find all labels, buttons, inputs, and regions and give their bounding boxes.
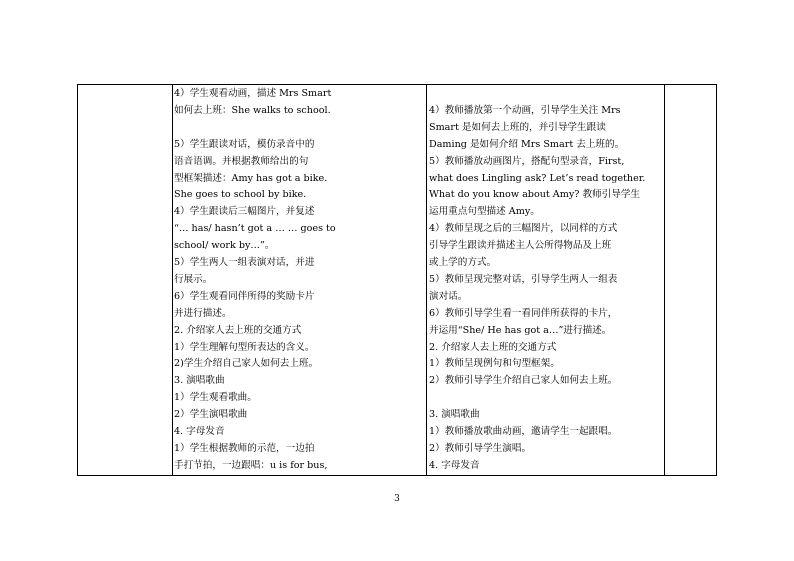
text-line: 运用重点句型描述 Amy。 (429, 206, 540, 218)
text-line: 5）学生两人一组表演对话，并进 (174, 257, 315, 268)
text-line: 3. 演唱歌曲 (429, 409, 480, 421)
text-line: 如何去上班：She walks to school. (174, 104, 331, 116)
text-line: 引导学生跟读并描述主人公所得物品及上班 (429, 240, 612, 252)
column-divider (426, 85, 427, 475)
text-line: 3. 演唱歌曲 (174, 375, 225, 387)
lesson-plan-table (77, 84, 717, 476)
text-line: 5）学生跟读对话，模仿录音中的 (174, 138, 315, 150)
text-line: 4）学生跟读后三幅图片，并复述 (174, 206, 315, 218)
text-line: 2. 介绍家人去上班的交通方式 (429, 341, 557, 353)
text-line: 5）教师呈现完整对话，引导学生两人一组表 (429, 273, 618, 285)
text-line: 演对话。 (429, 290, 468, 302)
text-line: 语音语调。并根据教师给出的句 (174, 155, 309, 167)
text-line: 1）学生理解句型所表达的含义。 (174, 341, 315, 353)
text-line: She goes to school by bike. (174, 189, 307, 201)
text-line: 2)学生介绍自己家人如何去上班。 (174, 358, 319, 370)
text-line: 6）学生观看同伴所得的奖励卡片 (174, 290, 315, 302)
text-line: 4）教师呈现之后的三幅图片，以同样的方式 (429, 223, 618, 235)
column-divider (172, 85, 173, 475)
text-line: 1）学生观看歌曲。 (174, 392, 257, 404)
text-line: 1）教师呈现例句和句型框架。 (429, 358, 560, 370)
text-line: 4. 字母发音 (174, 426, 225, 437)
text-line: 或上学的方式。 (429, 257, 497, 268)
text-line: 型框架描述：Amy has got a bike. (174, 172, 328, 184)
cell-empty-right (665, 85, 717, 475)
text-line: 4. 字母发音 (429, 459, 480, 471)
cell-teacher-activities (429, 85, 661, 475)
text-line: 5）教师播放动画图片，搭配句型录音，First, (429, 155, 625, 167)
cell-student-activities (174, 85, 424, 475)
text-line: 2）教师引导学生介绍自己家人如何去上班。 (429, 375, 618, 387)
text-line: 2. 介绍家人去上班的交通方式 (174, 324, 302, 336)
text-line: 并运用“She/ He has got a…”进行描述。 (429, 324, 612, 336)
text-line: 2）教师引导学生演唱。 (429, 442, 532, 454)
text-line: school/ work by…”。 (174, 240, 275, 252)
page-number: 3 (394, 494, 400, 504)
text-line: 1）教师播放歌曲动画，邀请学生一起跟唱。 (429, 426, 618, 437)
text-line: 2）学生演唱歌曲 (174, 409, 248, 421)
text-line: What do you know about Amy? 教师引导学生 (429, 189, 641, 201)
text-line: “… has/ hasn’t got a … … goes to (174, 223, 336, 235)
text-line: 并进行描述。 (174, 307, 232, 319)
text-line: Daming 是如何介绍 Mrs Smart 去上班的。 (429, 138, 625, 150)
text-line: 手打节拍，一边跟唱：u is for bus, (174, 459, 328, 471)
text-line: 4）教师播放第一个动画，引导学生关注 Mrs (429, 104, 621, 116)
cell-empty-left (78, 85, 172, 475)
text-line: Smart 是如何去上班的，并引导学生跟读 (429, 121, 606, 133)
text-line: 4）学生观看动画，描述 Mrs Smart (174, 88, 332, 99)
text-line: 1）学生根据教师的示范，一边拍 (174, 442, 315, 454)
text-line: what does Lingling ask? Let’s read together. (429, 172, 646, 184)
text-line: 行展示。 (174, 273, 213, 285)
text-line: 6）教师引导学生看一看同伴所获得的卡片， (429, 307, 618, 319)
